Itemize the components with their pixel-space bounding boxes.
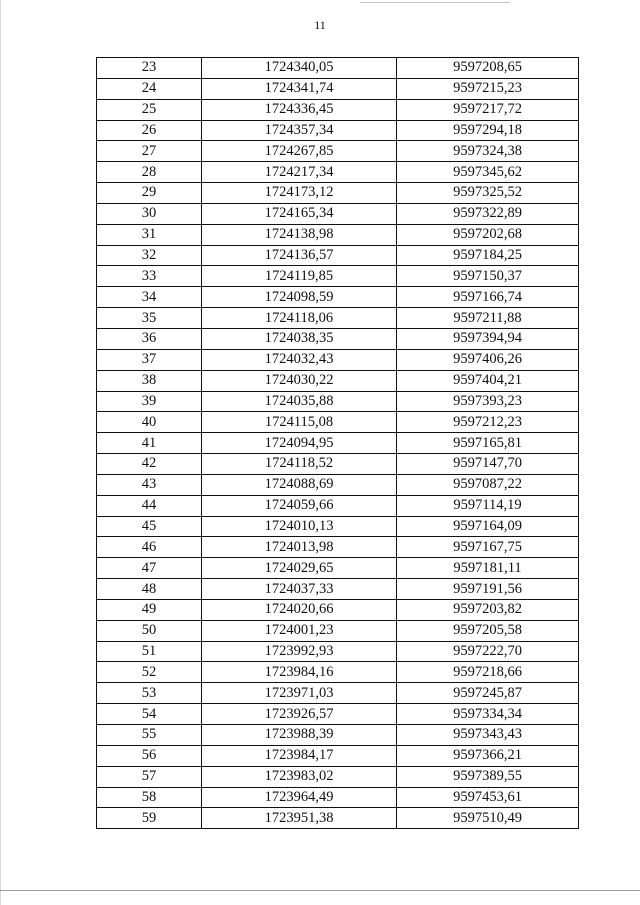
point-number-cell: 53 [97,683,202,704]
table-row [97,391,579,412]
x-coordinate-cell: 1724088,69 [202,474,397,495]
x-coordinate-cell: 1724173,12 [202,183,397,204]
table-row [97,328,579,349]
point-number-cell: 42 [97,454,202,475]
x-coordinate-cell: 1723926,57 [202,704,397,725]
table-row [97,245,579,266]
y-coordinate-cell: 9597294,18 [397,120,579,141]
table-row [97,99,579,120]
point-number-cell: 57 [97,766,202,787]
point-number-cell: 32 [97,245,202,266]
y-coordinate-cell: 9597202,68 [397,224,579,245]
y-coordinate-cell: 9597165,81 [397,433,579,454]
x-coordinate-cell: 1724038,35 [202,328,397,349]
x-coordinate-cell: 1723983,02 [202,766,397,787]
x-coordinate-cell: 1724001,23 [202,620,397,641]
coordinates-table-body [97,58,579,829]
point-number-cell: 35 [97,308,202,329]
x-coordinate-cell: 1724336,45 [202,99,397,120]
table-row [97,516,579,537]
x-coordinate-cell: 1723964,49 [202,787,397,808]
y-coordinate-cell: 9597393,23 [397,391,579,412]
point-number-cell: 43 [97,474,202,495]
table-row [97,370,579,391]
table-row [97,662,579,683]
x-coordinate-cell: 1724340,05 [202,58,397,79]
x-coordinate-cell: 1724029,65 [202,558,397,579]
page-edge-line [0,0,1,905]
y-coordinate-cell: 9597325,52 [397,183,579,204]
y-coordinate-cell: 9597324,38 [397,141,579,162]
y-coordinate-cell: 9597150,37 [397,266,579,287]
point-number-cell: 26 [97,120,202,141]
table-row [97,412,579,433]
table-row [97,495,579,516]
table-row [97,287,579,308]
point-number-cell: 24 [97,78,202,99]
table-row [97,203,579,224]
point-number-cell: 29 [97,183,202,204]
x-coordinate-cell: 1724119,85 [202,266,397,287]
point-number-cell: 44 [97,495,202,516]
point-number-cell: 49 [97,599,202,620]
table-row [97,183,579,204]
x-coordinate-cell: 1724020,66 [202,599,397,620]
table-row [97,349,579,370]
table-row [97,620,579,641]
point-number-cell: 48 [97,579,202,600]
top-scan-line [360,2,510,3]
table-row [97,745,579,766]
y-coordinate-cell: 9597345,62 [397,162,579,183]
x-coordinate-cell: 1723971,03 [202,683,397,704]
x-coordinate-cell: 1724118,52 [202,454,397,475]
y-coordinate-cell: 9597203,82 [397,599,579,620]
point-number-cell: 56 [97,745,202,766]
x-coordinate-cell: 1724013,98 [202,537,397,558]
point-number-cell: 37 [97,349,202,370]
x-coordinate-cell: 1724094,95 [202,433,397,454]
point-number-cell: 51 [97,641,202,662]
point-number-cell: 28 [97,162,202,183]
table-row [97,579,579,600]
point-number-cell: 52 [97,662,202,683]
x-coordinate-cell: 1723992,93 [202,641,397,662]
x-coordinate-cell: 1724010,13 [202,516,397,537]
table-row [97,120,579,141]
y-coordinate-cell: 9597181,11 [397,558,579,579]
y-coordinate-cell: 9597184,25 [397,245,579,266]
table-row [97,78,579,99]
table-row [97,433,579,454]
point-number-cell: 59 [97,808,202,829]
x-coordinate-cell: 1723984,17 [202,745,397,766]
point-number-cell: 45 [97,516,202,537]
table-row [97,704,579,725]
table-row [97,58,579,79]
y-coordinate-cell: 9597343,43 [397,725,579,746]
table-row [97,224,579,245]
y-coordinate-cell: 9597322,89 [397,203,579,224]
point-number-cell: 33 [97,266,202,287]
table-row [97,683,579,704]
point-number-cell: 27 [97,141,202,162]
y-coordinate-cell: 9597114,19 [397,495,579,516]
x-coordinate-cell: 1724217,34 [202,162,397,183]
table-row [97,537,579,558]
table-row [97,308,579,329]
y-coordinate-cell: 9597510,49 [397,808,579,829]
point-number-cell: 36 [97,328,202,349]
x-coordinate-cell: 1723988,39 [202,725,397,746]
y-coordinate-cell: 9597191,56 [397,579,579,600]
table-row [97,266,579,287]
y-coordinate-cell: 9597389,55 [397,766,579,787]
table-row [97,808,579,829]
x-coordinate-cell: 1724035,88 [202,391,397,412]
point-number-cell: 55 [97,725,202,746]
y-coordinate-cell: 9597205,58 [397,620,579,641]
page-number: 11 [314,18,326,32]
x-coordinate-cell: 1724115,08 [202,412,397,433]
x-coordinate-cell: 1724357,34 [202,120,397,141]
y-coordinate-cell: 9597404,21 [397,370,579,391]
table-row [97,787,579,808]
y-coordinate-cell: 9597245,87 [397,683,579,704]
y-coordinate-cell: 9597215,23 [397,78,579,99]
y-coordinate-cell: 9597167,75 [397,537,579,558]
y-coordinate-cell: 9597211,88 [397,308,579,329]
y-coordinate-cell: 9597208,65 [397,58,579,79]
table-row [97,141,579,162]
point-number-cell: 40 [97,412,202,433]
x-coordinate-cell: 1723984,16 [202,662,397,683]
point-number-cell: 34 [97,287,202,308]
x-coordinate-cell: 1724138,98 [202,224,397,245]
x-coordinate-cell: 1723951,38 [202,808,397,829]
x-coordinate-cell: 1724030,22 [202,370,397,391]
bottom-scan-line [0,890,640,891]
x-coordinate-cell: 1724032,43 [202,349,397,370]
y-coordinate-cell: 9597212,23 [397,412,579,433]
table-row [97,454,579,475]
point-number-cell: 54 [97,704,202,725]
y-coordinate-cell: 9597147,70 [397,454,579,475]
point-number-cell: 31 [97,224,202,245]
point-number-cell: 39 [97,391,202,412]
x-coordinate-cell: 1724059,66 [202,495,397,516]
y-coordinate-cell: 9597164,09 [397,516,579,537]
y-coordinate-cell: 9597334,34 [397,704,579,725]
x-coordinate-cell: 1724118,06 [202,308,397,329]
point-number-cell: 25 [97,99,202,120]
y-coordinate-cell: 9597217,72 [397,99,579,120]
x-coordinate-cell: 1724037,33 [202,579,397,600]
y-coordinate-cell: 9597222,70 [397,641,579,662]
x-coordinate-cell: 1724341,74 [202,78,397,99]
x-coordinate-cell: 1724136,57 [202,245,397,266]
y-coordinate-cell: 9597166,74 [397,287,579,308]
table-row [97,558,579,579]
y-coordinate-cell: 9597087,22 [397,474,579,495]
point-number-cell: 50 [97,620,202,641]
table-row [97,766,579,787]
y-coordinate-cell: 9597218,66 [397,662,579,683]
table-row [97,725,579,746]
y-coordinate-cell: 9597406,26 [397,349,579,370]
table-row [97,162,579,183]
x-coordinate-cell: 1724267,85 [202,141,397,162]
point-number-cell: 30 [97,203,202,224]
point-number-cell: 38 [97,370,202,391]
table-row [97,474,579,495]
table-row [97,599,579,620]
table-row [97,641,579,662]
point-number-cell: 23 [97,58,202,79]
point-number-cell: 41 [97,433,202,454]
x-coordinate-cell: 1724098,59 [202,287,397,308]
point-number-cell: 46 [97,537,202,558]
y-coordinate-cell: 9597394,94 [397,328,579,349]
y-coordinate-cell: 9597366,21 [397,745,579,766]
point-number-cell: 58 [97,787,202,808]
y-coordinate-cell: 9597453,61 [397,787,579,808]
point-number-cell: 47 [97,558,202,579]
coordinates-table [96,57,579,829]
x-coordinate-cell: 1724165,34 [202,203,397,224]
